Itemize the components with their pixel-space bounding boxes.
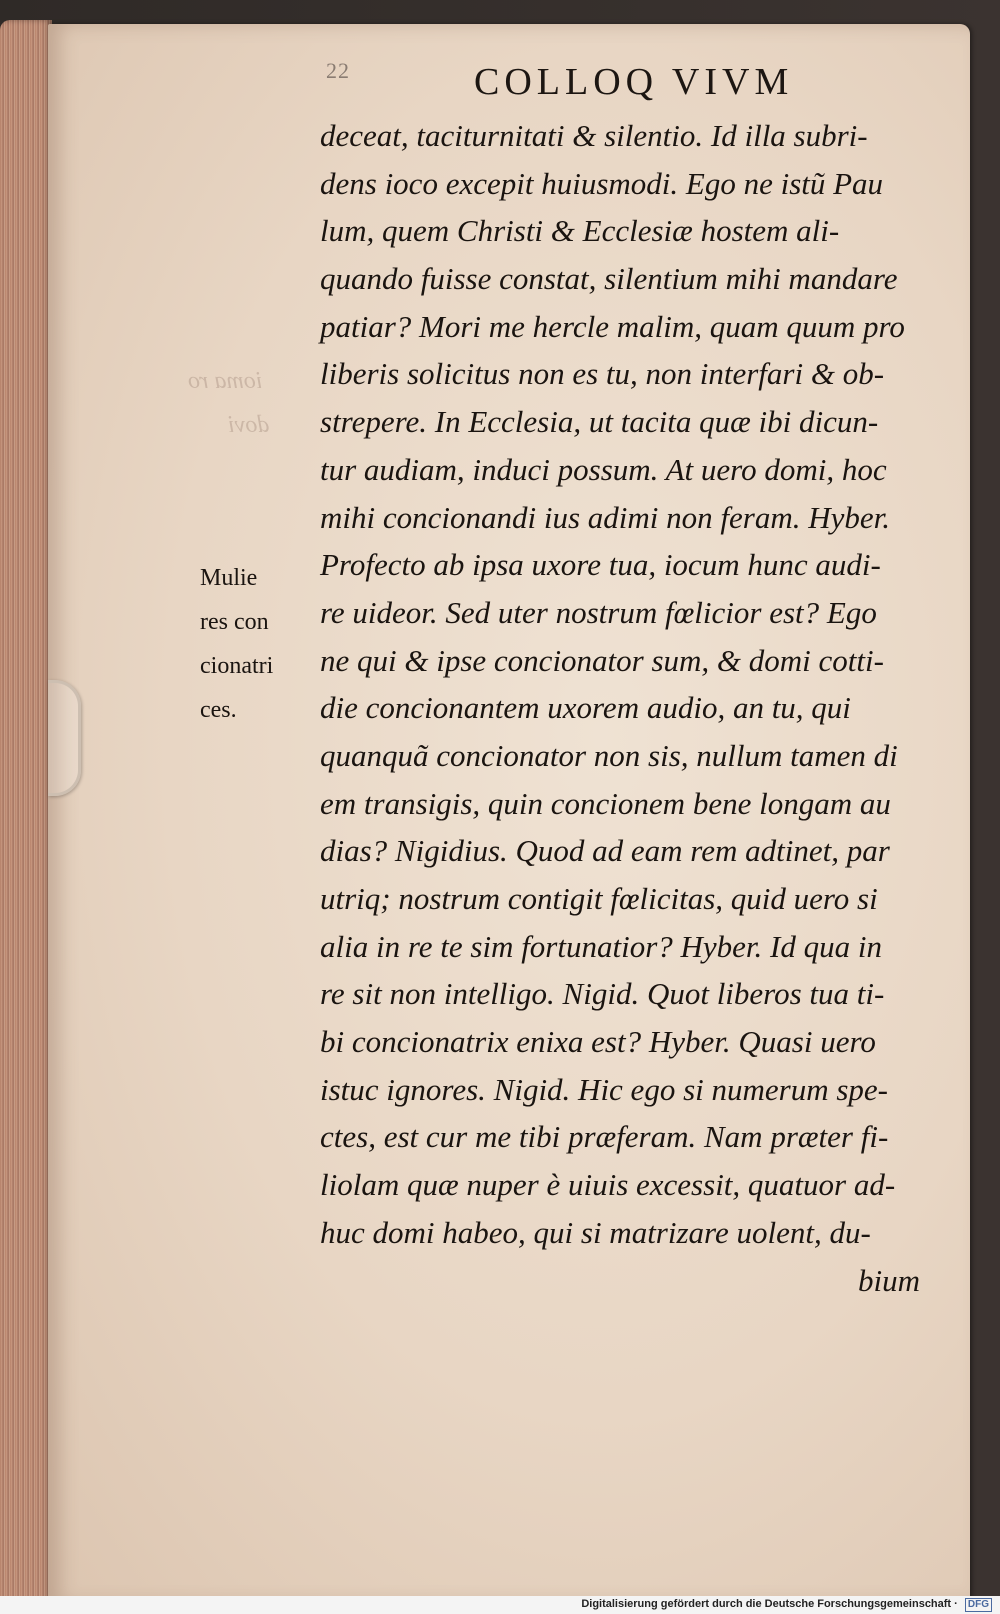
text-line: huc domi habeo, qui si matrizare uolent, du- xyxy=(320,1214,871,1250)
footer-credit: Digitalisierung gefördert durch die Deutsche Forschungsgemeinschaft · DFG xyxy=(581,1598,992,1612)
text-line: dias? Nigidius. Quod ad eam rem adtinet, par xyxy=(320,833,890,869)
text-line: dens ioco excepit huiusmodi. Ego ne istũ Pau xyxy=(320,165,884,201)
text-line: re uideor. Sed uter nostrum fœlicior est? Ego xyxy=(320,594,877,630)
bleed-through-text: ioma ro xyxy=(188,368,263,394)
text-line: alia in re te sim fortunatior? Hyber. Id qua in xyxy=(320,928,882,964)
marginal-note xyxy=(200,556,316,732)
page-number: 22 xyxy=(326,58,350,83)
page-clip xyxy=(48,680,81,796)
text-line: Profecto ab ipsa uxore tua, iocum hunc audi- xyxy=(320,547,881,583)
marginal-note-line: res con xyxy=(200,609,269,635)
text-line: istuc ignores. Nigid. Hic ego si numerum spe- xyxy=(320,1071,888,1107)
text-line: quando fuisse constat, silentium mihi mandare xyxy=(320,261,898,297)
text-line: mihi concionandi ius adimi non feram. Hyber. xyxy=(320,499,891,535)
running-head: COLLOQ VIVM xyxy=(474,61,794,103)
text-line: deceat, taciturnitati & silentio. Id illa subri- xyxy=(320,118,868,153)
text-line: die concionantem uxorem audio, an tu, qui xyxy=(320,690,851,726)
text-line: patiar? Mori me hercle malim, quam quum pro xyxy=(320,308,905,344)
bleed-through-text: dovi xyxy=(228,412,270,438)
text-line: ctes, est cur me tibi præferam. Nam præter fi- xyxy=(320,1119,889,1155)
text-line: ne qui & ipse concionator sum, & domi cotti- xyxy=(320,642,884,678)
text-line: liberis solicitus non es tu, non interfari & ob- xyxy=(320,356,885,392)
marginal-note-line: ces. xyxy=(200,697,237,723)
text-line: lum, quem Christi & Ecclesiæ hostem ali- xyxy=(320,213,840,249)
catchword: bium xyxy=(858,1262,920,1298)
marginal-note-line: Mulie xyxy=(200,565,258,591)
text-line: quanquã concionator non sis, nullum tamen di xyxy=(320,737,898,773)
dfg-logo: DFG xyxy=(965,1598,992,1612)
text-line: tur audiam, induci possum. At uero domi, hoc xyxy=(320,451,887,487)
text-line: liolam quæ nuper è uiuis excessit, quatuor ad- xyxy=(320,1167,896,1203)
text-line: re sit non intelligo. Nigid. Quot liberos tua ti- xyxy=(320,976,885,1012)
body-text xyxy=(320,112,940,1304)
footer-credit-text: Digitalisierung gefördert durch die Deutsche Forschungsgemeinschaft xyxy=(581,1598,952,1610)
text-line: strepere. In Ecclesia, ut tacita quæ ibi dicun- xyxy=(320,404,879,440)
text-line: em transigis, quin concionem bene longam au xyxy=(320,785,891,821)
text-line: utriq; nostrum contigit fœlicitas, quid uero si xyxy=(320,881,878,916)
marginal-note-line: cionatri xyxy=(200,653,274,679)
text-line: bi concionatrix enixa est? Hyber. Quasi uero xyxy=(320,1024,876,1060)
page-edges xyxy=(0,20,52,1610)
